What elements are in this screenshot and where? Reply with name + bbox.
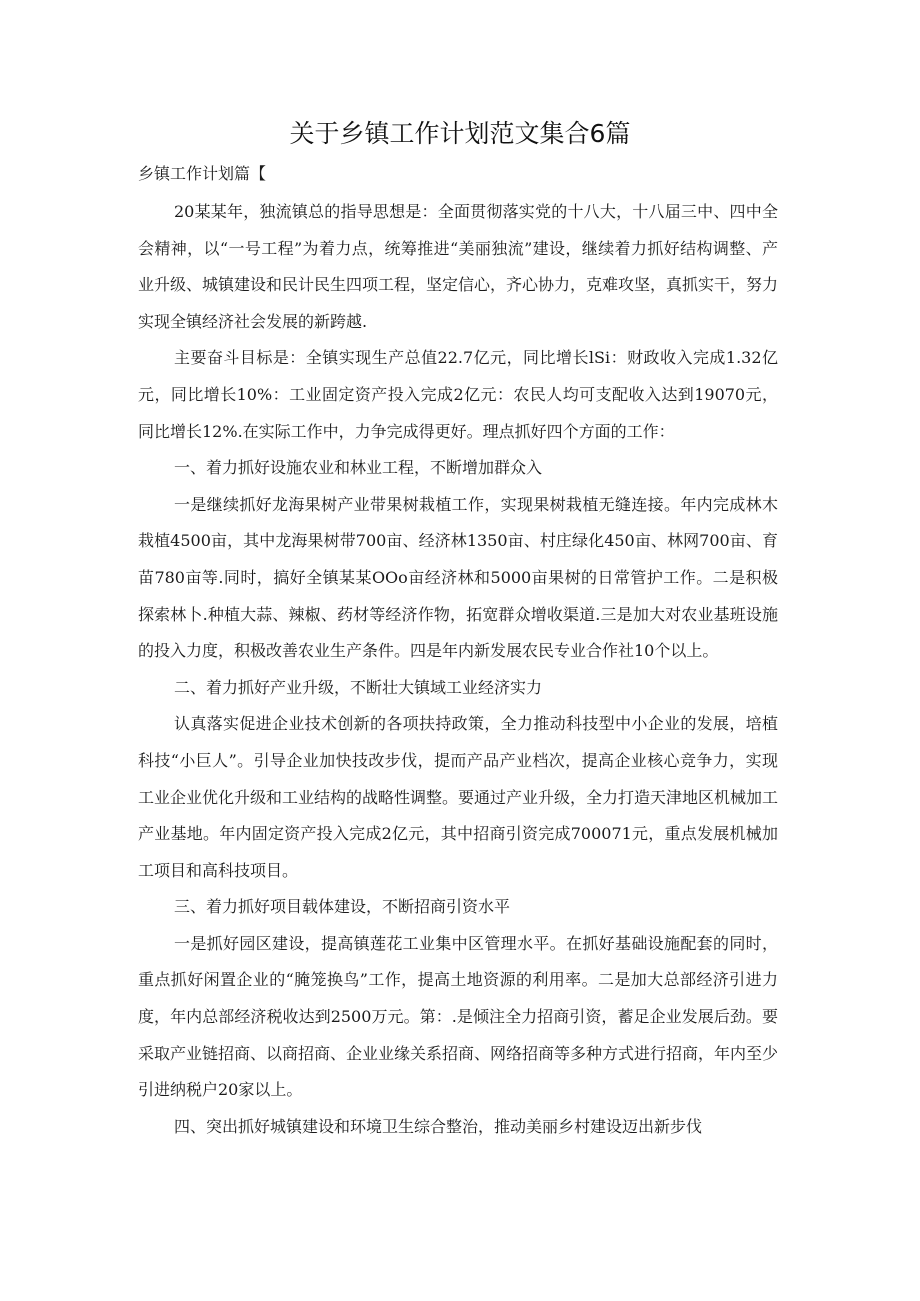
paragraph-main-goals: 主要奋斗目标是：全镇实现生产总值22.7亿元，同比增长lSi：财政收入完成1.32亿元，同比增长10%：工业固定资产投入完成2亿元：农民人均可支配收入达到19070元，同比增长12%.在实际工作中，力争完成得更好。理点抓好四个方面的工作： <box>138 348 778 441</box>
paragraph-projects: 一是抓好园区建设，提高镇莲花工业集中区管理水平。在抓好基础设施配套的同时，重点抓好闲置企业的“腌笼换鸟”工作，提高土地资源的利用率。二是加大总部经济引进力度，年内总部经济税收达到2500万元。第：.是倾注全力招商引资，蓄足企业发展后劲。要采取产业链招商、以商招商、企业业缘关系招商、网络招商等多种方式进行招商，年内至少引进纳税户20家以上。 <box>138 933 779 1100</box>
section-heading-town-construction: 四、突出抓好城镇建设和环境卫生综合整治，推动美丽乡村建设迈出新步伐 <box>174 1116 703 1136</box>
paragraph-industry: 认真落实促进企业技术创新的各项扶持政策，全力推动科技型中小企业的发展，培植科技“小巨人”。引导企业加快技改步伐，提而产品产业档次，提高企业核心竞争力，实现工业企业优化升级和工业结构的战略性调整。要通过产业升级，全力打造天津地区机械加工产业基地。年内固定资产投入完成2亿元，其中招商引资完成700071元，重点发展机械加工项目和高科技项目。 <box>138 714 779 880</box>
paragraph-agriculture: 一是继续抓好龙海果树产业带果树栽植工作，实现果树栽植无缝连接。年内完成林木栽植4500亩，其中龙海果树带700亩、经济林1350亩、村庄绿化450亩、林网700亩、育苗780亩等.同时，搞好全镇某某OOo亩经济林和5000亩果树的日常管护工作。二是积极探索林卜.种植大蒜、辣椒、药材等经济作物，拓宽群众增收渠道.三是加大对农业基班设施的投入力度，积极改善农业生产条件。四是年内新发展农民专业合作社10个以上。 <box>138 494 778 661</box>
paragraph-guiding-idea: 20某某年，独流镇总的指导思想是：全面贯彻落实党的十八大，十八届三中、四中全会精神，以“一号工程”为着力点，统筹推进“美丽独流”建设，继续着力抓好结构调整、产业升级、城镇建设和民计民生四项工程，坚定信心，齐心协力，克难攻坚，真抓实干，努力实现全镇经济社会发展的新跨越. <box>138 202 779 331</box>
document-body <box>138 194 778 1145</box>
section-heading-industry: 二、着力抓好产业升级，不断壮大镇域工业经济实力 <box>174 677 543 697</box>
document-title: 关于乡镇工作计划范文集合6篇 <box>289 119 631 148</box>
section-heading-agriculture: 一、着力抓好设施农业和林业工程，不断增加群众入 <box>174 458 543 478</box>
section-heading-projects: 三、着力抓好项目载体建设，不断招商引资水平 <box>174 897 511 917</box>
section-subtitle: 乡镇工作计划篇【 <box>138 164 267 183</box>
